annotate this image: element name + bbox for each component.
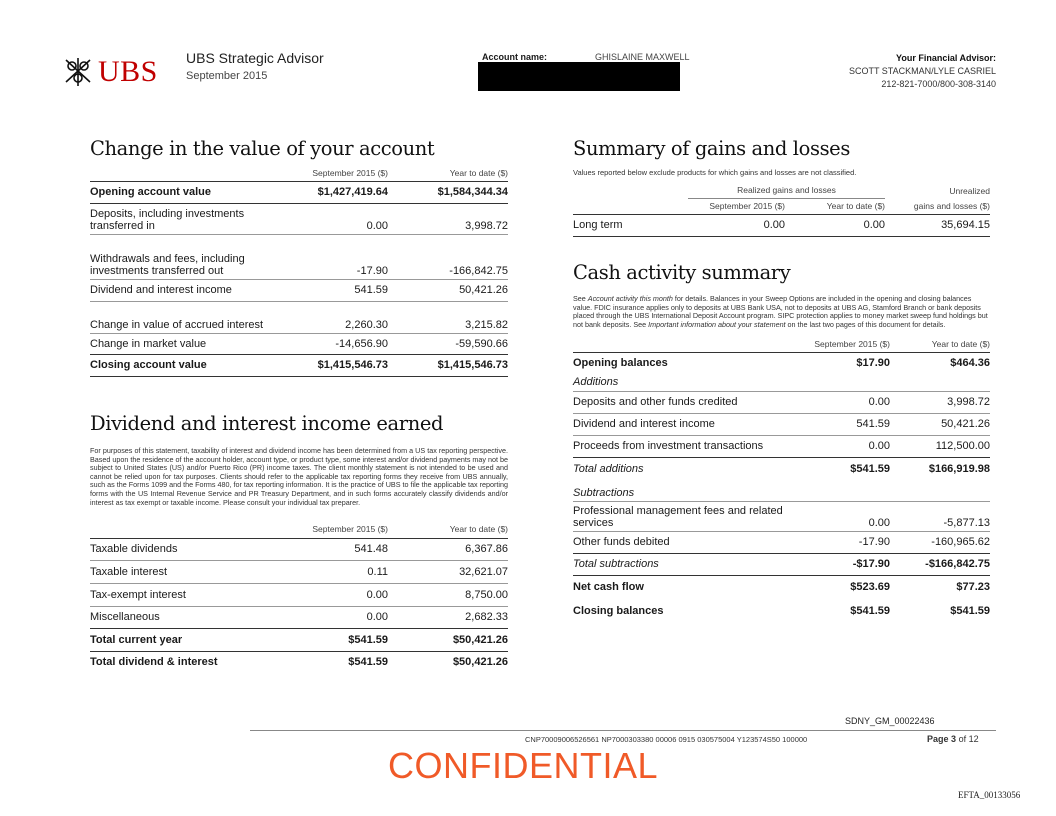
table-row: Tax-exempt interest 0.00 8,750.00	[90, 583, 508, 606]
ubs-keys-icon	[62, 56, 94, 88]
table-row: Total additions $541.59 $166,919.98	[573, 462, 990, 475]
table-row: Total current year $541.59 $50,421.26	[90, 628, 508, 651]
dividend-disclaimer: For purposes of this statement, taxability of interest and dividend income has been determined from a US tax reporting perspective. Based upon the residence of the account holder, account type, or product type, some interest and/or dividend payments may not be subject to United States (US) and/or Puerto Rico (PR) income taxes. The client monthly statement is not intended to be used and cannot be relied upon for tax purposes. Clients should refer to the applicable tax reporting forms they receive from UBS annually, such as the Forms 1099 and the Forms 480, for tax reporting information. It is the practice of UBS to file the applicable tax reporting forms with the US Internal Revenue Service and PR Treasury Department, and in such forms accurately classify dividends and/or interest as tax exempt or taxable income. Please consult your individual tax preparer.	[90, 446, 508, 507]
bates-number-top: SDNY_GM_00022436	[845, 716, 935, 726]
cash-title: Cash activity summary	[573, 261, 791, 284]
table-row: Closing account value $1,415,546.73 $1,415,546.73	[90, 354, 508, 376]
column-header: Year to date ($)	[449, 167, 508, 178]
financial-advisor-block	[849, 52, 996, 91]
table-row: Dividend and interest income 541.59 50,421.26	[573, 413, 990, 435]
gains-section	[573, 137, 990, 237]
change-value-table	[90, 165, 508, 377]
table-header-row	[573, 183, 990, 198]
table-row: Additions	[573, 372, 990, 391]
table-row: Closing balances $541.59 $541.59	[573, 605, 990, 618]
change-value-title: Change in the value of your account	[90, 137, 435, 160]
account-name-value: GHISLAINE MAXWELL	[595, 52, 690, 62]
ubs-logo	[62, 56, 158, 88]
important-information-link: Important information about your statement	[648, 319, 786, 329]
confidential-stamp: CONFIDENTIAL	[388, 745, 659, 786]
gains-note: Values reported below exclude products for which gains and losses are not classified.	[573, 168, 857, 177]
cash-section	[573, 261, 990, 624]
table-header-row	[90, 165, 508, 181]
table-row: Total subtractions -$17.90 -$166,842.75	[573, 553, 990, 575]
table-header-row	[573, 198, 990, 214]
column-header: September 2015 ($)	[312, 524, 388, 535]
table-header-row	[90, 521, 508, 538]
dividend-title: Dividend and interest income earned	[90, 412, 444, 435]
account-name-label: Account name:	[482, 52, 548, 62]
column-header: Year to date ($)	[449, 524, 508, 535]
table-row: Change in market value -14,656.90 -59,590.66	[90, 333, 508, 354]
document-id: CNP70009006526561 NP7000303380 00006 0915 030575004 Y123574S50 100000	[525, 735, 808, 744]
change-value-section	[90, 137, 508, 377]
table-row: Change in value of accrued interest 2,260.30 3,215.82	[90, 301, 508, 333]
table-row: Taxable interest 0.11 32,621.07	[90, 560, 508, 583]
product-title: UBS Strategic Advisor	[186, 50, 324, 66]
column-header: September 2015 ($)	[814, 338, 890, 349]
table-row: Long term 0.00 0.00 35,694.15	[573, 214, 990, 236]
page-number: Page 3 of 12	[927, 734, 979, 744]
account-activity-link: Account activity this month	[587, 294, 673, 303]
column-header: September 2015 ($)	[312, 167, 388, 178]
table-header-row	[573, 335, 990, 352]
table-row: Total dividend & interest $541.59 $50,421.26	[90, 656, 508, 669]
column-header: September 2015 ($)	[709, 201, 785, 211]
table-row: Opening account value $1,427,419.64 $1,584,344.34	[90, 181, 508, 203]
dividend-table	[90, 521, 508, 673]
advisor-label: Your Financial Advisor:	[895, 53, 996, 63]
table-row: Professional management fees and related services 0.00 -5,877.13	[573, 501, 990, 531]
table-row: Subtractions	[573, 479, 990, 501]
table-row: Proceeds from investment transactions 0.00 112,500.00	[573, 435, 990, 457]
column-header: Year to date ($)	[931, 338, 990, 349]
ubs-logo-text: UBS	[98, 55, 158, 88]
column-header: Year to date ($)	[826, 201, 885, 211]
column-header: gains and losses ($)	[913, 200, 990, 211]
table-row: Opening balances $17.90 $464.36	[573, 352, 990, 372]
table-row: Dividend and interest income 541.59 50,421.26	[90, 279, 508, 301]
table-row: Deposits, including investments transferred in 0.00 3,998.72	[90, 203, 508, 234]
gains-title: Summary of gains and losses	[573, 137, 850, 160]
statement-date: September 2015	[186, 70, 268, 82]
footer-divider	[250, 730, 996, 731]
column-header: Realized gains and losses	[688, 183, 885, 198]
table-row: Withdrawals and fees, including investments transferred out -17.90 -166,842.75	[90, 234, 508, 279]
table-row: Miscellaneous 0.00 2,682.33	[90, 606, 508, 628]
table-row: Taxable dividends 541.48 6,367.86	[90, 538, 508, 560]
dividend-section	[90, 412, 508, 673]
advisor-names: SCOTT STACKMAN/LYLE CASRIEL	[848, 66, 996, 76]
table-row: Net cash flow $523.69 $77.23	[573, 581, 990, 594]
table-row: Other funds debited -17.90 -160,965.62	[573, 531, 990, 553]
gains-table	[573, 183, 990, 237]
column-header: Unrealized	[949, 185, 990, 196]
advisor-phones: 212-821-7000/800-308-3140	[881, 79, 996, 89]
cash-disclaimer: See Account activity this month for details. Balances in your Sweep Options are included in the opening and closing balances value. FDIC insurance applies only to deposits at UBS Bank USA, not to deposits at UBS AG, Stamford Branch or bank deposits placed through the UBS International Deposit Account program. SIPC protection applies to money market sweep fund holdings but not bank deposits. See Important information about your statement on the last two pages of this document for details.	[573, 294, 988, 329]
cash-table	[573, 335, 990, 624]
redaction-box	[478, 62, 680, 91]
table-row: Deposits and other funds credited 0.00 3,998.72	[573, 391, 990, 413]
bates-number-bottom: EFTA_00133056	[958, 790, 1021, 800]
